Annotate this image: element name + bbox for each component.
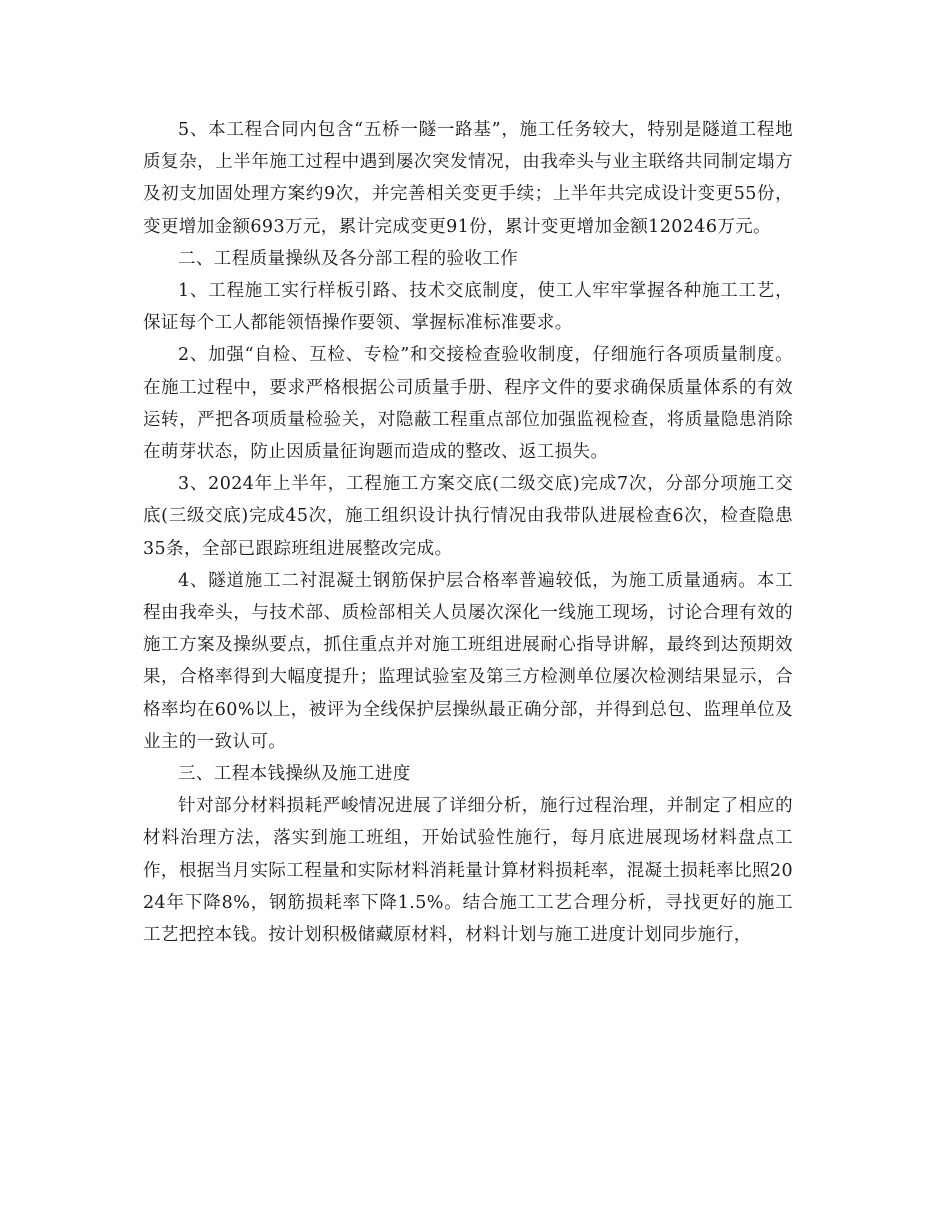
paragraph-contract-changes: 5、本工程合同内包含“五桥一隧一路基”，施工任务较大，特别是隧道工程地质复杂，上半年施工过程中遇到屡次突发情况，由我牵头与业主联络共同制定塌方及初支加固处理方案约9次，并完善相关变更手续；上半年共完成设计变更55份，变更增加金额693万元，累计完成变更91份，累计变更增加金额120246万元。 (143, 120, 793, 237)
paragraph-tunnel-lining-quality: 4、隧道施工二衬混凝土钢筋保护层合格率普遍较低，为施工质量通病。本工程由我牵头，与技术部、质检部相关人员屡次深化一线施工现场，讨论合理有效的施工方案及操纵要点，抓住重点并对施工班组进展耐心指导讲解，最终到达预期效果，合格率得到大幅度提升；监理试验室及第三方检测单位屡次检测结果显示，合格率均在60%以上，被评为全线保护层操纵最正确分部，并得到总包、监理单位及业主的一致认可。 (143, 570, 793, 752)
section-heading-quality-control: 二、工程质量操纵及各分部工程的验收工作 (178, 248, 519, 269)
paragraph-material-loss: 针对部分材料损耗严峻情况进展了详细分析，施行过程治理，并制定了相应的材料治理方法，落实到施工班组，开始试验性施行，每月底进展现场材料盘点工作，根据当月实际工程量和实际材料消耗量计算材料损耗率，混凝土损耗率比照2024年下降8%，钢筋损耗率下降1.5%。结合施工工艺合理分析，寻找更好的施工工艺把控本钱。按计划积极储藏原材料，材料计划与施工进度计划同步施行， (143, 796, 793, 946)
paragraph-inspection-system: 2、加强“自检、互检、专检”和交接检查验收制度，仔细施行各项质量制度。在施工过程中，要求严格根据公司质量手册、程序文件的要求确保质量体系的有效运转，严把各项质量检验关，对隐蔽工程重点部位加强监视检查，将质量隐患消除在萌芽状态，防止因质量征询题而造成的整改、返工损失。 (143, 345, 793, 463)
document-body (143, 114, 793, 951)
paragraph-technical-briefing: 1、工程施工实行样板引路、技术交底制度，使工人牢牢掌握各种施工工艺，保证每个工人都能领悟操作要领、掌握标准标准要求。 (143, 281, 793, 334)
section-heading-cost-progress: 三、工程本钱操纵及施工进度 (178, 764, 411, 785)
paragraph-briefing-counts: 3、2024年上半年，工程施工方案交底(二级交底)完成7次，分部分项施工交底(三级交底)完成45次，施工组织设计执行情况由我带队进展检查6次，检查隐患35条，全部已跟踪班组进展整改完成。 (143, 474, 793, 559)
